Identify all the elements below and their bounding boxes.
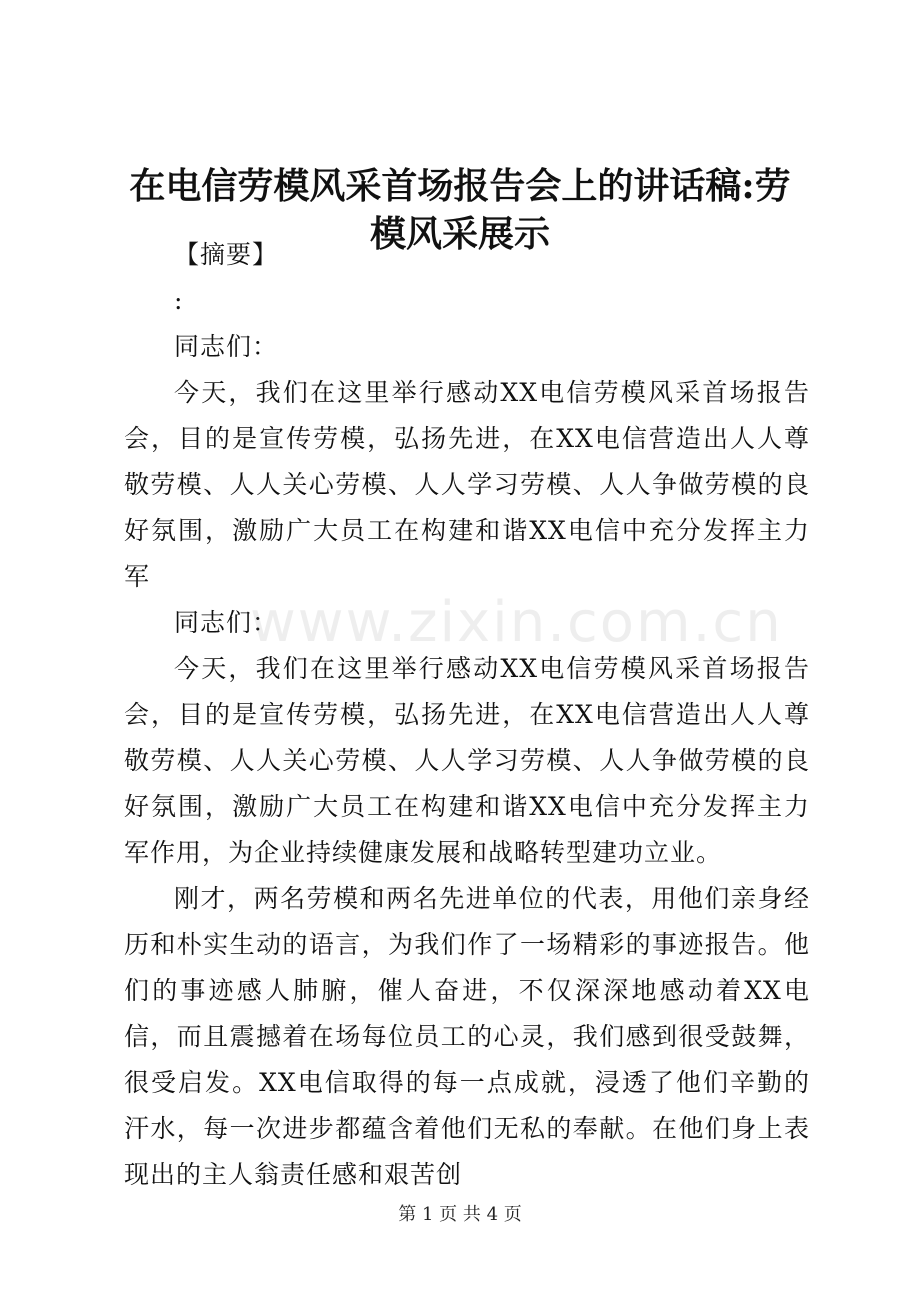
paragraph: 今天，我们在这里举行感动XX电信劳模风采首场报告会，目的是宣传劳模，弘扬先进，在XX电信营造出人人尊敬劳模、人人关心劳模、人人学习劳模、人人争做劳模的良好氛围，激励广大员工在构建和谐XX电信中充分发挥主力军作用，为企业持续健康发展和战略转型建功立业。 <box>124 654 810 867</box>
document-title: 在电信劳模风采首场报告会上的讲话稿:劳模风采展示 <box>129 165 791 255</box>
paragraph: : <box>174 286 184 315</box>
page-footer: 第 1 页 共 4 页 <box>398 1204 522 1225</box>
paragraph: 同志们： <box>174 332 279 361</box>
document-body <box>124 232 810 1198</box>
paragraph: 刚才，两名劳模和两名先进单位的代表，用他们亲身经历和朴实生动的语言，为我们作了一场精彩的事迹报告。他们的事迹感人肺腑，催人奋进，不仅深深地感动着XX电信，而且震撼着在场每位员工的心灵，我们感到很受鼓舞，很受启发。XX电信取得的每一点成就，浸透了他们辛勤的汗水，每一次进步都蕴含着他们无私的奉献。在他们身上表现出的主人翁责任感和艰苦创 <box>124 884 810 1189</box>
watermark: www.zixin.com.cn <box>250 590 783 655</box>
paragraph: 同志们： <box>174 608 279 637</box>
paragraph: 今天，我们在这里举行感动XX电信劳模风采首场报告会，目的是宣传劳模，弘扬先进，在XX电信营造出人人尊敬劳模、人人关心劳模、人人学习劳模、人人争做劳模的良好氛围，激励广大员工在构建和谐XX电信中充分发挥主力军 <box>124 378 810 591</box>
abstract-heading: 【摘要】 <box>174 240 279 269</box>
